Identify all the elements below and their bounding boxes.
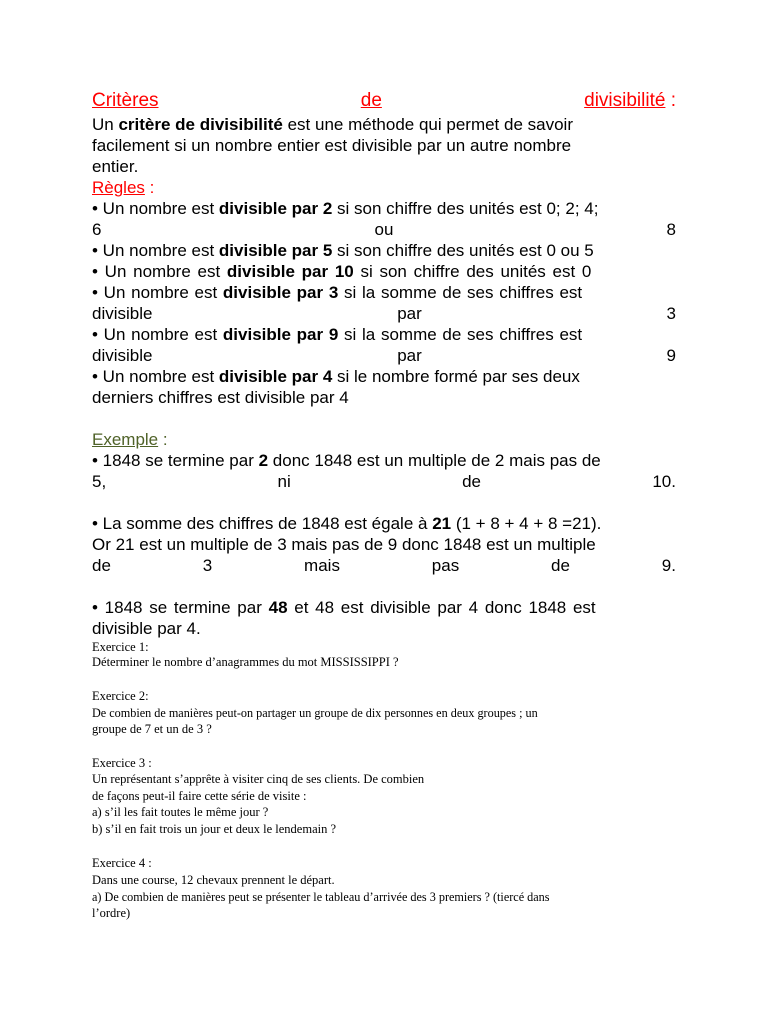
- example-3: • 1848 se termine par 48 et 48 est divisible par 4 donc 1848 est: [92, 598, 596, 617]
- exercise-3-text-2: de façons peut-il faire cette série de visite :: [92, 789, 307, 803]
- rule-div-5: • Un nombre est divisible par 5 si son chiffre des unités est 0 ou 5: [92, 241, 594, 260]
- title-word-3: divisibilité: [584, 90, 666, 111]
- rule-div-3: • Un nombre est divisible par 3 si la somme de ses chiffres est: [92, 283, 583, 302]
- rules-heading: Règles :: [92, 178, 155, 197]
- rule-div-4-cont: derniers chiffres est divisible par 4: [92, 388, 349, 407]
- intro-line-1: Un critère de divisibilité est une méthode qui permet de savoir: [92, 115, 573, 134]
- example-1-cont: 5, ni de 10.: [92, 472, 676, 491]
- title-word-1: Critères: [92, 90, 159, 111]
- title-colon: :: [665, 90, 676, 111]
- rule-div-3-cont: divisible par 3: [92, 304, 676, 323]
- intro-line-3: entier.: [92, 157, 139, 176]
- title-word-2: de: [360, 90, 382, 111]
- exercise-3-text-4: b) s’il en fait trois un jour et deux le lendemain ?: [92, 822, 337, 836]
- exercise-2-text-1: De combien de manières peut-on partager un groupe de dix personnes en deux groupes ; un: [92, 706, 538, 720]
- example-2-cont: de 3 mais pas de 9.: [92, 556, 676, 575]
- exercise-2-text-2: groupe de 7 et un de 3 ?: [92, 722, 212, 736]
- example-2-line-2: Or 21 est un multiple de 3 mais pas de 9 donc 1848 est un multiple: [92, 535, 596, 554]
- rule-div-10: • Un nombre est divisible par 10 si son chiffre des unités est 0: [92, 262, 592, 281]
- rule-div-9-cont: divisible par 9: [92, 346, 676, 365]
- exercise-4-text-3: l’ordre): [92, 906, 131, 920]
- exercise-4-title: Exercice 4 :: [92, 856, 152, 870]
- rule-div-2-cont: 6 ou 8: [92, 220, 676, 239]
- intro-line-2: facilement si un nombre entier est divisible par un autre nombre: [92, 136, 572, 155]
- example-1: • 1848 se termine par 2 donc 1848 est un multiple de 2 mais pas de: [92, 451, 601, 470]
- rule-div-2: • Un nombre est divisible par 2 si son chiffre des unités est 0; 2; 4;: [92, 199, 599, 218]
- rule-div-9: • Un nombre est divisible par 9 si la somme de ses chiffres est: [92, 325, 583, 344]
- exercise-4-text-1: Dans une course, 12 chevaux prennent le départ.: [92, 873, 335, 887]
- example-3-cont: divisible par 4.: [92, 619, 201, 638]
- exercise-2-title: Exercice 2:: [92, 689, 149, 703]
- exercise-3-text-1: Un représentant s’apprête à visiter cinq de ses clients. De combien: [92, 772, 425, 786]
- example-2: • La somme des chiffres de 1848 est égale à 21 (1 + 8 + 4 + 8 =21).: [92, 514, 602, 533]
- example-heading: Exemple :: [92, 430, 168, 449]
- exercise-1-title: Exercice 1:: [92, 640, 149, 654]
- intro-term: critère de divisibilité: [118, 115, 283, 134]
- exercise-1-text: Déterminer le nombre d’anagrammes du mot MISSISSIPPI ?: [92, 655, 399, 669]
- exercise-3-text-3: a) s’il les fait toutes le même jour ?: [92, 805, 269, 819]
- rule-div-4: • Un nombre est divisible par 4 si le nombre formé par ses deux: [92, 367, 580, 386]
- exercise-3-title: Exercice 3 :: [92, 756, 152, 770]
- exercise-4-text-2: a) De combien de manières peut se présenter le tableau d’arrivée des 3 premiers ? (tiercé dans: [92, 890, 550, 904]
- page-title: [92, 90, 676, 112]
